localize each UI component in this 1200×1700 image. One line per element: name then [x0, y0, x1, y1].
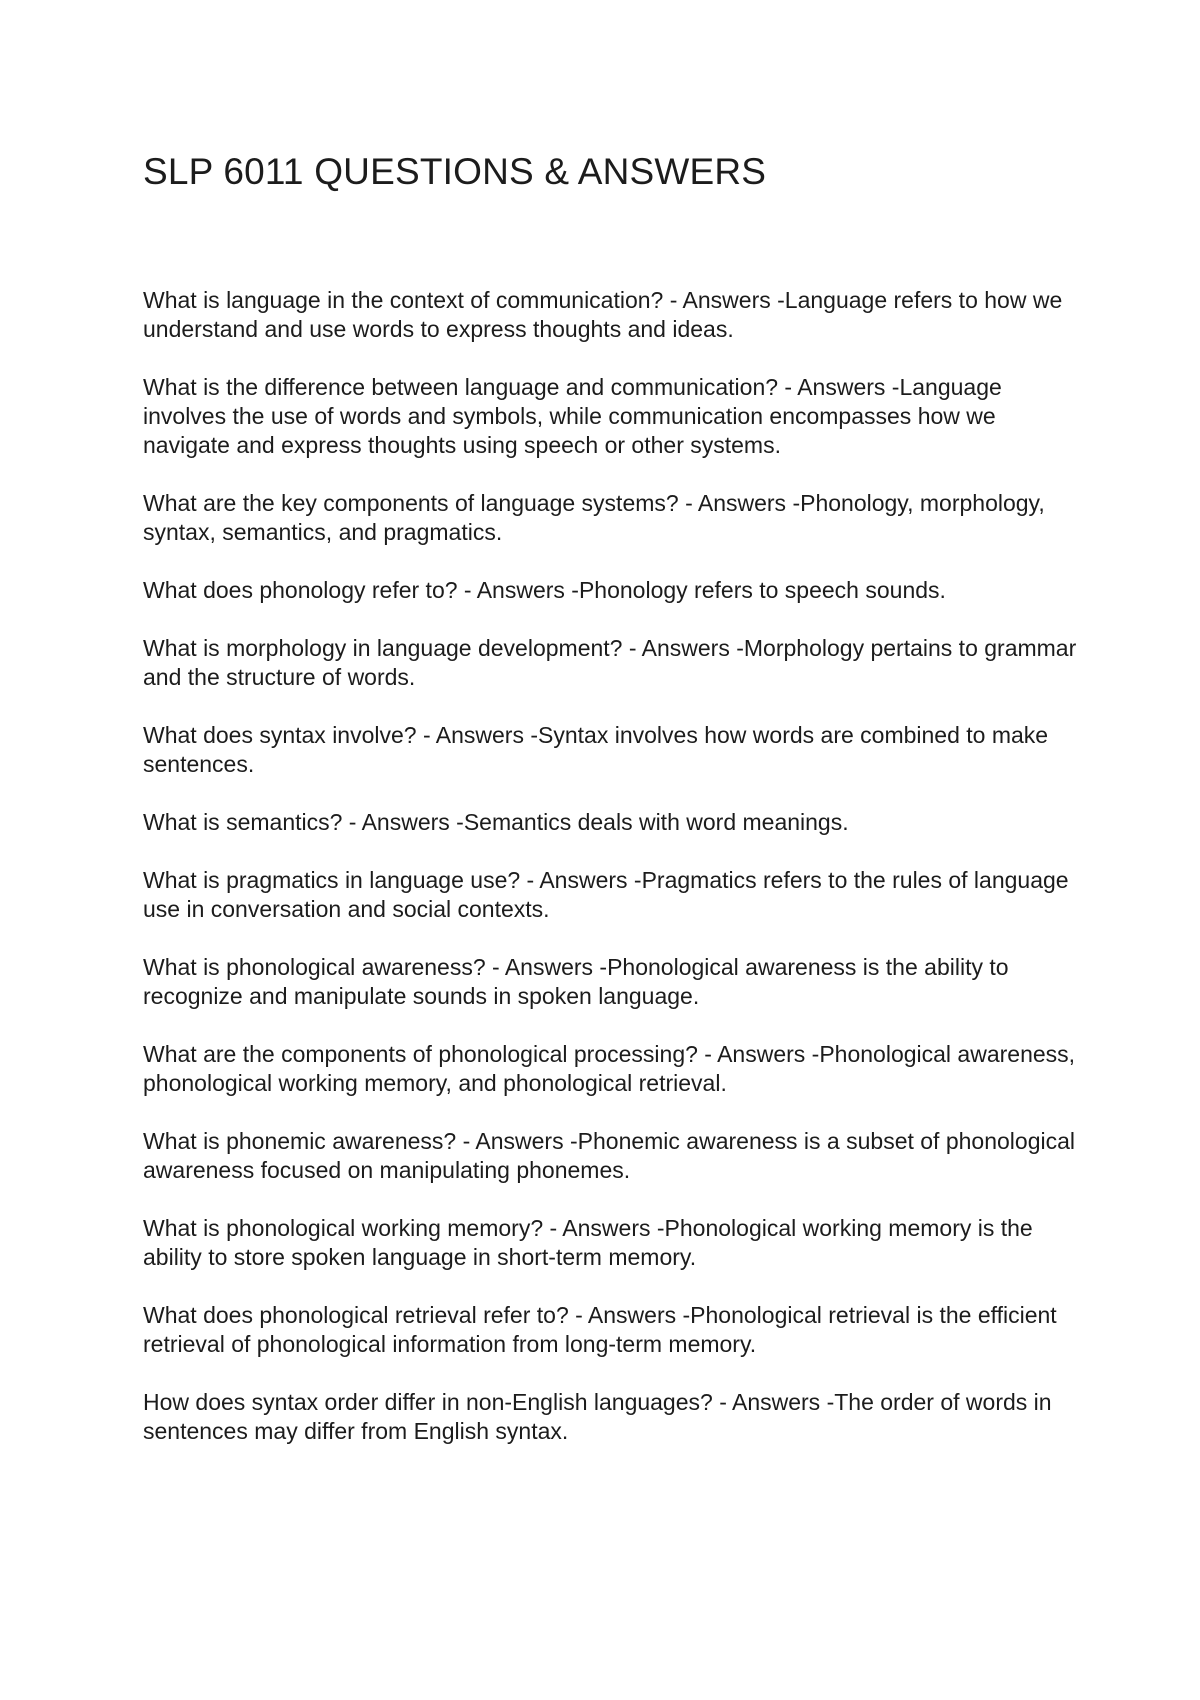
question-text: What is morphology in language development? — [143, 635, 623, 661]
qa-item — [143, 866, 1078, 924]
answer-prefix: - Answers - — [457, 577, 579, 603]
answer-prefix: - Answers - — [416, 722, 539, 748]
answer-text: Semantics deals with word meanings. — [463, 809, 849, 835]
qa-item — [143, 634, 1078, 692]
answer-prefix: - Answers - — [697, 1041, 820, 1067]
question-text: What are the key components of language systems? — [143, 490, 679, 516]
document-title: SLP 6011 QUESTIONS & ANSWERS — [143, 151, 767, 192]
question-text: How does syntax order differ in non-English languages? — [143, 1389, 713, 1415]
qa-item — [143, 1214, 1078, 1272]
qa-item — [143, 808, 1078, 837]
answer-prefix: - Answers - — [342, 809, 464, 835]
answer-prefix: - Answers - — [622, 635, 744, 661]
answer-prefix: - Answers - — [485, 954, 608, 980]
question-text: What is semantics? — [143, 809, 343, 835]
answer-text: Phonological awareness is the ability to recognize and manipulate sounds in spoken language. — [143, 954, 1009, 1009]
question-text: What is language in the context of communication? — [143, 287, 664, 313]
question-text: What does syntax involve? — [143, 722, 417, 748]
qa-item — [143, 286, 1078, 344]
answer-text: Phonology refers to speech sounds. — [578, 577, 946, 603]
answer-text: Phonological awareness, phonological working memory, and phonological retrieval. — [143, 1041, 1076, 1096]
answer-prefix: - Answers - — [678, 490, 801, 516]
qa-item — [143, 1127, 1078, 1185]
question-text: What does phonological retrieval refer to? — [143, 1302, 569, 1328]
qa-item — [143, 489, 1078, 547]
question-text: What are the components of phonological processing? — [143, 1041, 698, 1067]
answer-text: Morphology pertains to grammar and the structure of words. — [143, 635, 1077, 690]
answer-text: Language involves the use of words and symbols, while communication encompasses how we navigate and express thoughts using speech or other systems. — [143, 374, 1002, 458]
answer-text: Phonological retrieval is the efficient retrieval of phonological information from long-term memory. — [143, 1302, 1057, 1357]
qa-item — [143, 1301, 1078, 1359]
qa-item — [143, 373, 1078, 460]
answer-text: Phonology, morphology, syntax, semantics, and pragmatics. — [143, 490, 1045, 545]
answer-prefix: - Answers - — [568, 1302, 691, 1328]
question-text: What is phonological working memory? — [143, 1215, 544, 1241]
question-text: What does phonology refer to? — [143, 577, 458, 603]
answer-prefix: - Answers - — [778, 374, 900, 400]
question-text: What is phonological awareness? — [143, 954, 486, 980]
answer-prefix: - Answers - — [712, 1389, 835, 1415]
qa-item — [143, 576, 1078, 605]
question-text: What is the difference between language and communication? — [143, 374, 779, 400]
qa-item — [143, 1040, 1078, 1098]
qa-item — [143, 721, 1078, 779]
question-text: What is phonemic awareness? — [143, 1128, 457, 1154]
qa-item — [143, 1388, 1078, 1446]
answer-text: Phonemic awareness is a subset of phonological awareness focused on manipulating phonemes. — [143, 1128, 1075, 1183]
answer-prefix: - Answers - — [663, 287, 785, 313]
answer-text: The order of words in sentences may differ from English syntax. — [143, 1389, 1052, 1444]
answer-prefix: - Answers - — [456, 1128, 578, 1154]
qa-item — [143, 953, 1078, 1011]
question-text: What is pragmatics in language use? — [143, 867, 521, 893]
answer-text: Pragmatics refers to the rules of language use in conversation and social contexts. — [143, 867, 1069, 922]
answer-prefix: - Answers - — [520, 867, 642, 893]
answer-text: Phonological working memory is the ability to store spoken language in short-term memory. — [143, 1215, 1033, 1270]
answer-text: Syntax involves how words are combined to make sentences. — [143, 722, 1049, 777]
answer-prefix: - Answers - — [543, 1215, 665, 1241]
answer-text: Language refers to how we understand and use words to express thoughts and ideas. — [143, 287, 1063, 342]
qa-list — [143, 286, 1078, 1475]
